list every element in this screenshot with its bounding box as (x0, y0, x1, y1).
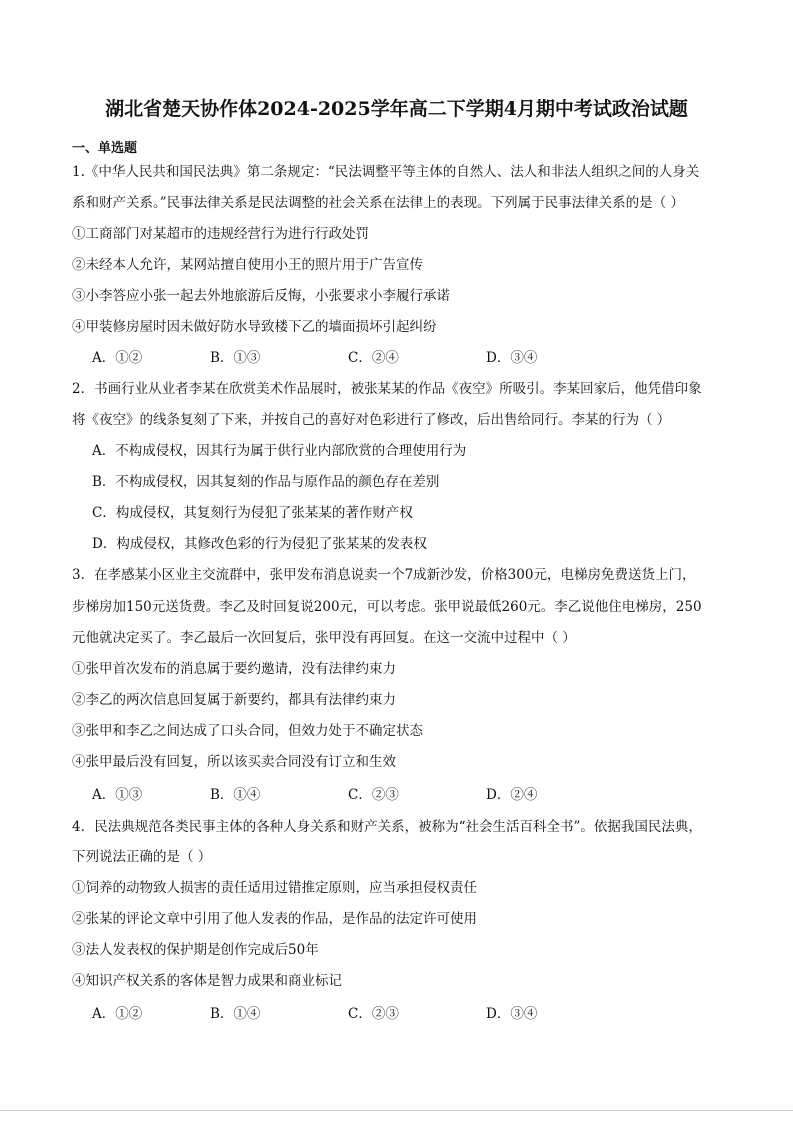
q3-statement-1: ①张甲首次发布的消息属于要约邀请，没有法律约束力 (72, 661, 396, 677)
q1-option-b: B．①③ (210, 350, 261, 366)
q1-statement-4: ④甲装修房屋时因未做好防水导致楼下乙的墙面损坏引起纠纷 (72, 319, 437, 335)
q1-option-d: D．③④ (486, 350, 538, 366)
page-bottom-divider (0, 1110, 793, 1111)
page-title: 湖北省楚天协作体2024-2025学年高二下学期4月期中考试政治试题 (105, 98, 688, 120)
q1-option-a: A．①② (92, 350, 143, 366)
q1-stem-line-2: 系和财产关系。”民事法律关系是民法调整的社会关系在法律上的表现。下列属于民事法律关系的是（ ） (72, 195, 684, 211)
q3-option-d: D．②④ (486, 787, 538, 803)
q1-option-c: C．②④ (348, 350, 399, 366)
q4-statement-4: ④知识产权关系的客体是智力成果和商业标记 (72, 973, 342, 989)
q4-statement-3: ③法人发表权的保护期是创作完成后50年 (72, 942, 319, 958)
q2-choice-c: C．构成侵权，其复刻行为侵犯了张某某的著作财产权 (92, 505, 413, 521)
q4-statement-1: ①饲养的动物致人损害的责任适用过错推定原则，应当承担侵权责任 (72, 880, 477, 896)
section-heading: 一、单选题 (72, 141, 138, 156)
q4-option-d: D．③④ (486, 1006, 538, 1022)
q3-option-b: B．①④ (210, 787, 261, 803)
q2-stem-line-1: 2．书画行业从业者李某在欣赏美术作品展时，被张某某的作品《夜空》所吸引。李某回家后，他凭借印象 (72, 381, 702, 397)
q3-statement-4: ④张甲最后没有回复，所以该买卖合同没有订立和生效 (72, 754, 396, 770)
q4-statement-2: ②张某的评论文章中引用了他人发表的作品，是作品的法定许可使用 (72, 911, 477, 927)
q1-statement-2: ②未经本人允许，某网站擅自使用小王的照片用于广告宣传 (72, 257, 423, 273)
q3-stem-line-2: 步梯房加150元送货费。李乙及时回复说200元，可以考虑。张甲说最低260元。李乙说他住电梯房，250 (72, 599, 702, 615)
q4-option-a: A．①② (92, 1006, 143, 1022)
q2-choice-b: B．不构成侵权，因其复刻的作品与原作品的颜色存在差别 (92, 474, 440, 490)
q2-choice-d: D．构成侵权，其修改色彩的行为侵犯了张某某的发表权 (92, 536, 427, 552)
q1-statement-1: ①工商部门对某超市的违规经营行为进行行政处罚 (72, 226, 369, 242)
q2-choice-a: A．不构成侵权，因其行为属于供行业内部欣赏的合理使用行为 (92, 443, 467, 459)
q3-stem-line-3: 元他就决定买了。李乙最后一次回复后，张甲没有再回复。在这一交流中过程中（ ） (72, 630, 576, 646)
q4-option-c: C．②③ (348, 1006, 399, 1022)
q1-statement-3: ③小李答应小张一起去外地旅游后反悔，小张要求小李履行承诺 (72, 288, 450, 304)
q3-statement-3: ③张甲和李乙之间达成了口头合同，但效力处于不确定状态 (72, 723, 423, 739)
q3-option-a: A．①③ (92, 787, 143, 803)
q2-stem-line-2: 将《夜空》的线条复刻了下来，并按自己的喜好对色彩进行了修改，后出售给同行。李某的行为（ ） (72, 412, 671, 428)
q3-statement-2: ②李乙的两次信息回复属于新要约，都具有法律约束力 (72, 692, 396, 708)
q3-option-c: C．②③ (348, 787, 399, 803)
q3-stem-line-1: 3．在孝感某小区业主交流群中，张甲发布消息说卖一个7成新沙发，价格300元，电梯房免费送货上门， (72, 567, 696, 583)
q4-stem-line-1: 4．民法典规范各类民事主体的各种人身关系和财产关系，被称为“社会生活百科全书”。依据我国民法典， (72, 819, 702, 835)
q4-stem-line-2: 下列说法正确的是（ ） (72, 849, 212, 865)
q4-option-b: B．①④ (210, 1006, 261, 1022)
q1-stem-line-1: 1.《中华人民共和国民法典》第二条规定：“民法调整平等主体的自然人、法人和非法人组织之间的人身关 (72, 164, 700, 180)
